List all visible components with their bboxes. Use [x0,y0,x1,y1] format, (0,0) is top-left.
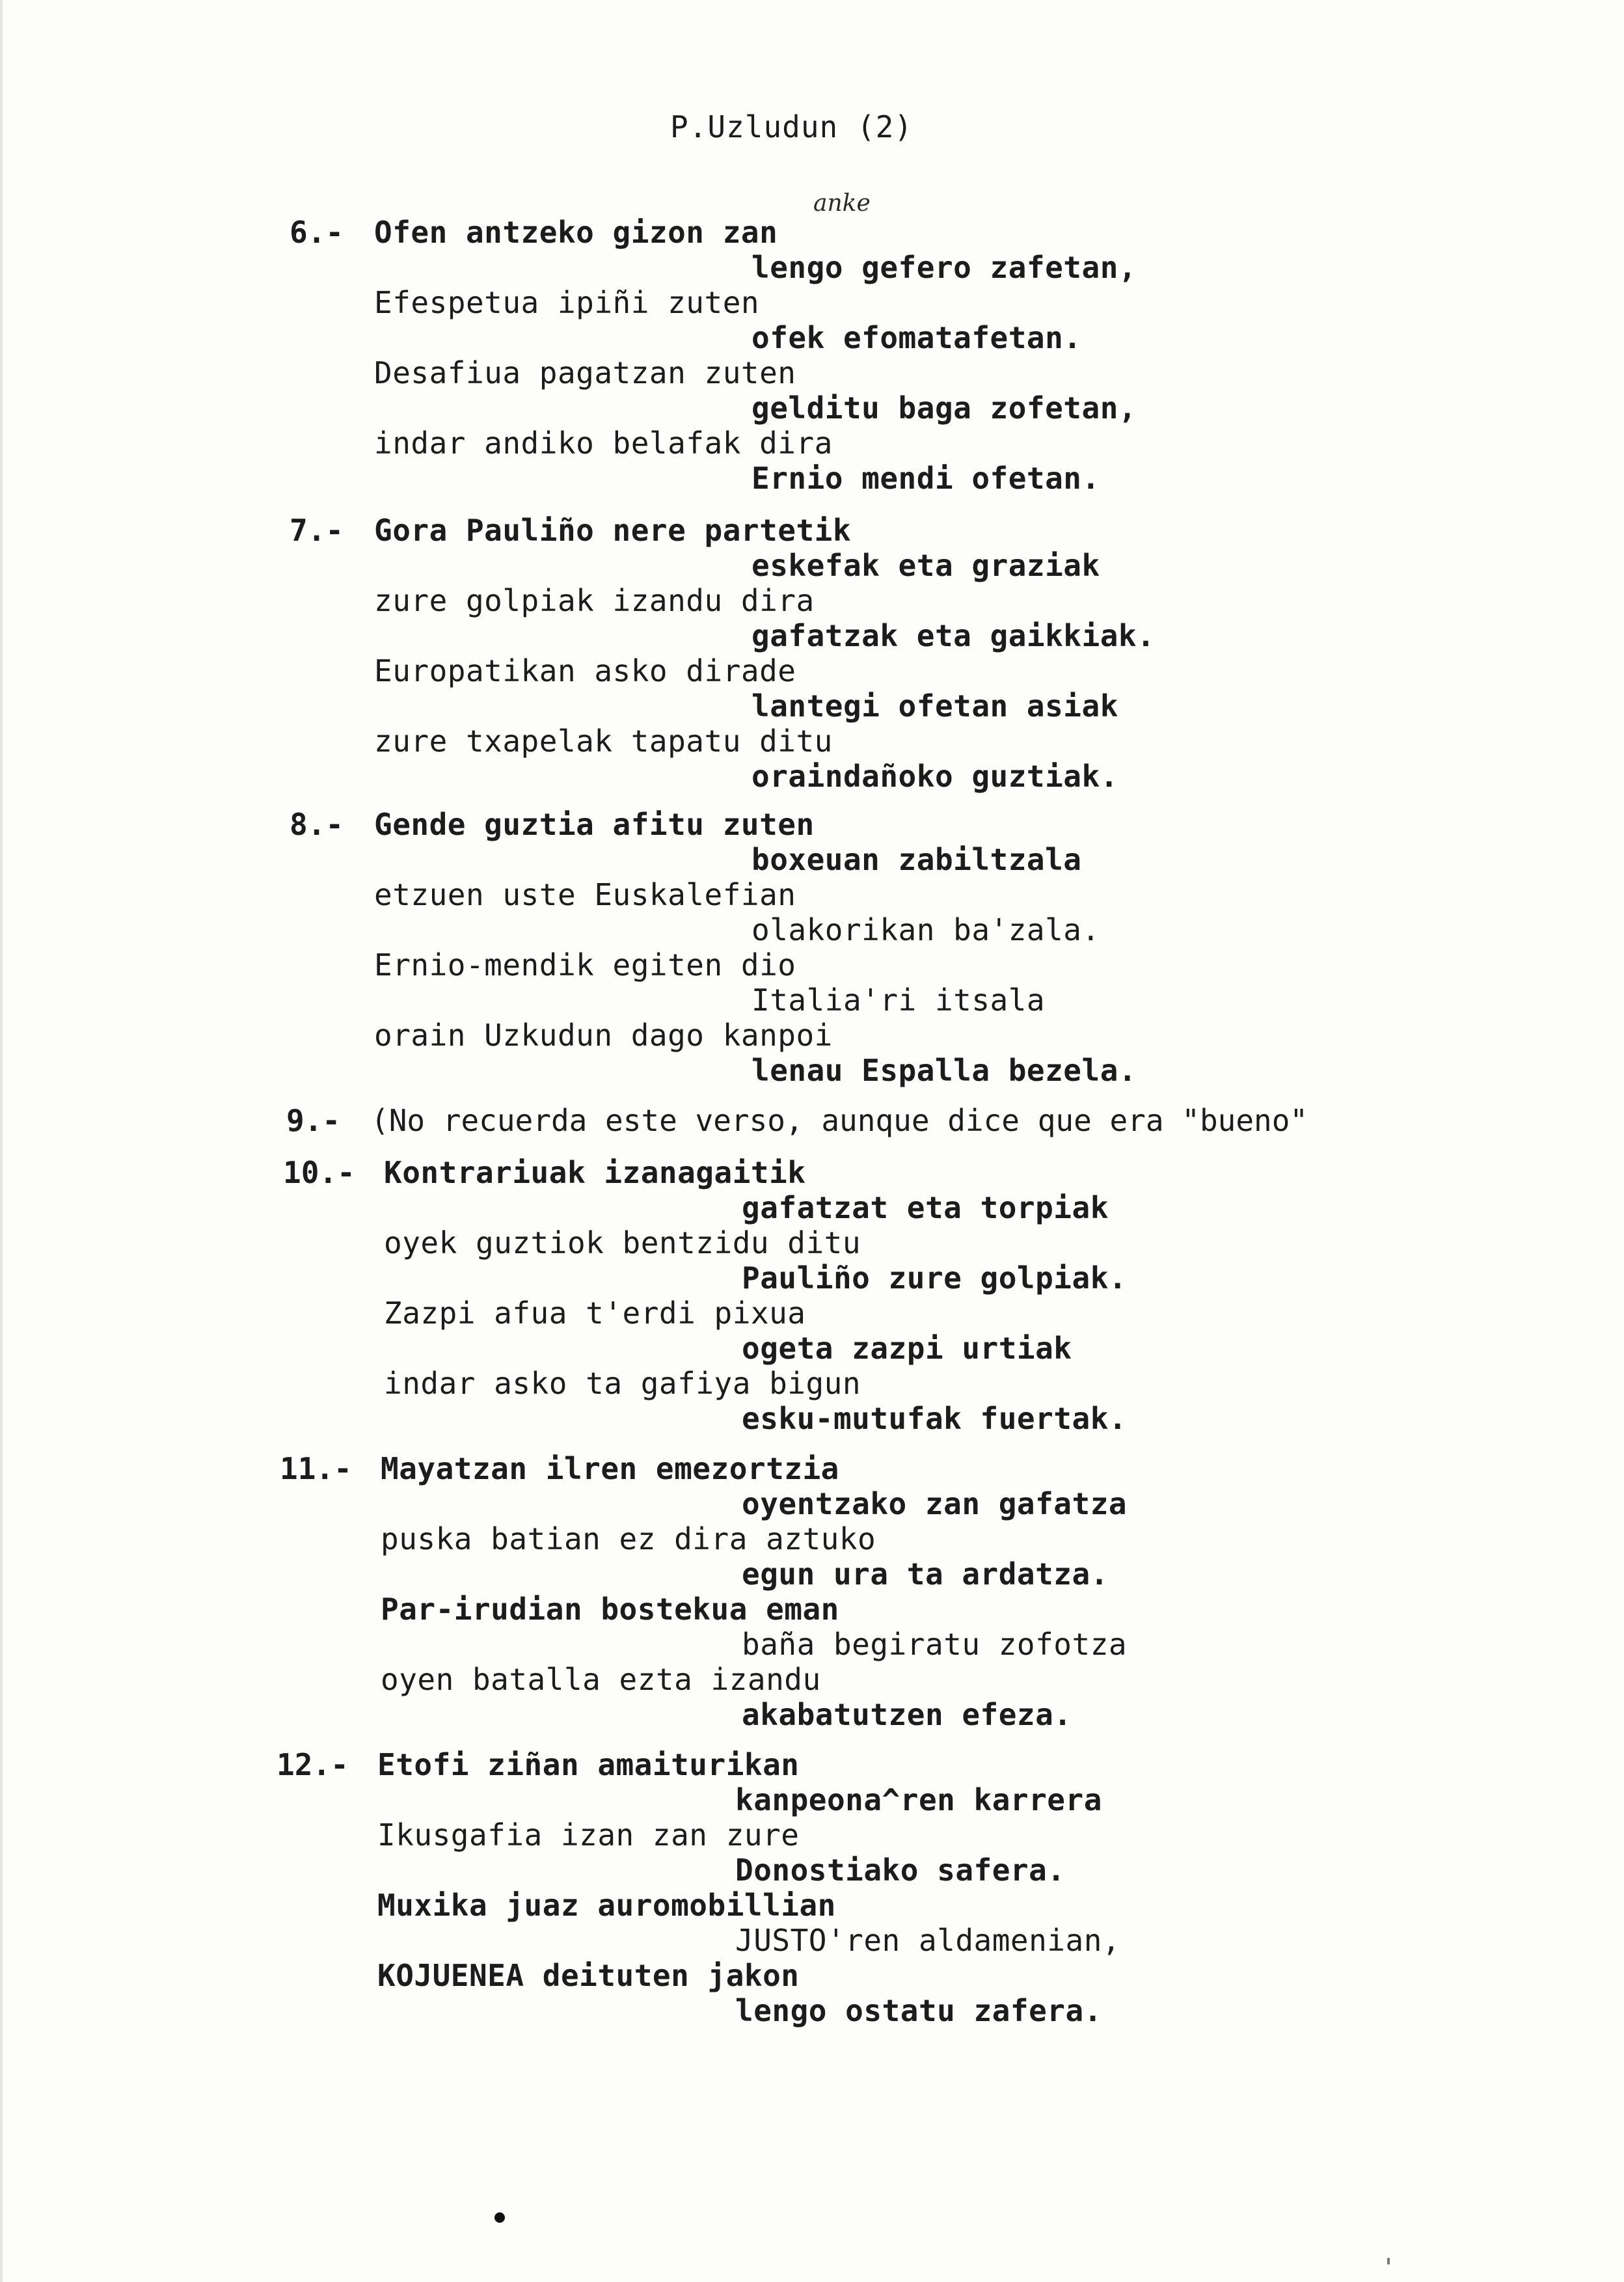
verse-line: Ikusgafia izan zan zure [377,1817,800,1853]
verse-line: puska batian ez dira aztuko [381,1521,876,1556]
verse-line: Ernio-mendik egiten dio [374,947,796,983]
verse-line: gafatzak eta gaikkiak. [751,618,1156,653]
stanza-number-6: 6.- [290,215,344,250]
verse-line: akabatutzen efeza. [742,1697,1072,1732]
verse-line: indar andiko belafak dira [374,426,833,461]
verse-line: lantegi ofetan asiak [751,688,1118,724]
verse-line: Muxika juaz auromobillian [377,1888,836,1923]
verse-line: Europatikan asko dirade [374,653,796,688]
verse-line: gelditu baga zofetan, [751,390,1137,426]
verse-line: Etofi ziñan amaiturikan [377,1747,800,1782]
verse-line: boxeuan zabiltzala [751,842,1082,877]
verse-line: olakorikan ba'zala. [751,912,1100,947]
stanza-note: (No recuerda este verso, aunque dice que era "bueno" [371,1103,1308,1138]
verse-line: etzuen uste Euskalefian [374,877,796,912]
verse-line: lenau Espalla bezela. [751,1053,1137,1088]
verse-line: lengo ostatu zafera. [735,1993,1102,2028]
scan-edge [0,0,3,2282]
verse-line: lengo gefero zafetan, [751,250,1137,285]
stanza-number-7: 7.- [290,513,344,548]
verse-line: oraindañoko guztiak. [751,759,1118,794]
verse-line: Italia'ri itsala [751,983,1046,1018]
verse-line: ogeta zazpi urtiak [742,1331,1072,1366]
page-title: P.Uzludun (2) [670,109,914,144]
verse-line: indar asko ta gafiya bigun [384,1366,861,1401]
verse-line: gafatzat eta torpiak [742,1190,1109,1225]
verse-line: kanpeona^ren karrera [735,1782,1102,1817]
verse-line: Efespetua ipiñi zuten [374,285,760,320]
verse-line: Zazpi afua t'erdi pixua [384,1296,806,1331]
verse-line: Ofen antzeko gizon zan [374,215,778,250]
verse-line: oyentzako zan gafatza [742,1486,1128,1521]
verse-line: baña begiratu zofotza [742,1627,1128,1662]
verse-line: Gende guztia afitu zuten [374,807,815,842]
stanza-number-8: 8.- [290,807,344,842]
verse-line: Donostiako safera. [735,1853,1066,1888]
verse-line: zure txapelak tapatu ditu [374,724,833,759]
verse-line: Ernio mendi ofetan. [751,461,1100,496]
verse-line: eskefak eta graziak [751,548,1100,583]
verse-line: zure golpiak izandu dira [374,583,815,618]
verse-line: oyen batalla ezta izandu [381,1662,821,1697]
verse-line: esku-mutufak fuertak. [742,1401,1128,1436]
verse-line: egun ura ta ardatza. [742,1556,1109,1592]
stanza-number-12: 12.- [277,1747,349,1782]
verse-line: ofek efomatafetan. [751,320,1082,355]
verse-line: orain Uzkudun dago kanpoi [374,1018,833,1053]
verse-line: Mayatzan ilren emezortzia [381,1451,839,1486]
scan-mark [1387,2258,1390,2264]
verse-line: oyek guztiok bentzidu ditu [384,1225,861,1260]
verse-line: Desafiua pagatzan zuten [374,355,796,390]
stanza-number-9: 9.- [286,1103,341,1138]
stanza-number-10: 10.- [283,1155,355,1190]
stanza-number-11: 11.- [280,1451,352,1486]
verse-line: Pauliño zure golpiak. [742,1260,1128,1296]
handwritten-insert: anke [813,190,871,217]
verse-line: Gora Pauliño nere partetik [374,513,852,548]
ink-dot [494,2212,505,2223]
verse-line: JUSTO'ren aldamenian, [735,1923,1121,1958]
verse-line: Kontrariuak izanagaitik [384,1155,806,1190]
verse-line: Par-irudian bostekua eman [381,1592,839,1627]
verse-line: KOJUENEA deituten jakon [377,1958,800,1993]
